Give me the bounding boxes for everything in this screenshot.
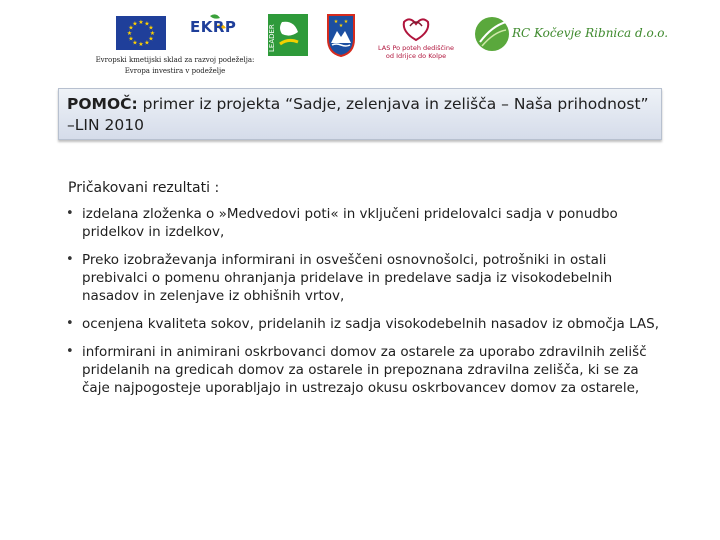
svg-text:★: ★ [138, 41, 144, 48]
svg-text:★: ★ [338, 23, 344, 29]
results-list [62, 205, 662, 407]
bullet-icon: • [66, 344, 74, 359]
bullet-icon: • [66, 252, 74, 267]
list-item-text: Preko izobraževanja informirani in osveščeni osnovnošolci, potrošniki in ostali prebivalci o pomenu ohranjanja pridelave in predelave sadja iz visokodebelnih nasadov in zelenjave iz obhišnih vrtov, [82, 252, 613, 304]
eu-flag-icon [116, 16, 166, 50]
list-item-text: ocenjena kvaliteta sokov, pridelanih iz sadja visokodebelnih nasadov iz območja LAS, [82, 316, 660, 332]
page-title-text: primer iz projekta “Sadje, zelenjava in zelišča – Naša prihodnost” –LIN 2010 [67, 95, 649, 134]
eu-caption-line-2: Evropa investira v podeželje [124, 67, 226, 75]
svg-text:★: ★ [132, 39, 138, 47]
las-logo-icon [372, 12, 460, 62]
svg-text:★: ★ [138, 19, 144, 26]
svg-text:★: ★ [128, 24, 134, 32]
eu-caption-line-1: Evropski kmetijski sklad za razvoj podeželja: [95, 56, 255, 64]
list-item-text: izdelana zloženka o »Medvedovi poti« in vključeni pridelovalci sadja v ponudbo pridelkov in izdelkov, [82, 206, 618, 240]
list-item-text: informirani in animirani oskrbovanci domov za ostarele za uporabo zdravilnih zelišč pridelanih na gredicah domov za ostarele in prepoznana zdravilna zelišča, ki se za čaje najpogosteje uporabljajo in ustrezajo okusu oskrbovancev domov za ostarele, [82, 344, 647, 396]
rc-kocevje-ribnica-logo-icon [474, 14, 669, 58]
rc-logo-text: RC Kočevje Ribnica d.o.o. [512, 26, 669, 40]
bullet-icon: • [66, 206, 74, 221]
svg-text:★: ★ [132, 20, 138, 28]
ekrp-logo-icon [186, 12, 246, 44]
section-heading: Pričakovani rezultati : [68, 180, 220, 196]
ekrp-logo-text: EKRP [190, 18, 237, 36]
eu-caption [80, 55, 270, 77]
svg-text:★: ★ [149, 30, 156, 37]
svg-text:★: ★ [144, 20, 150, 28]
las-logo-caption-line-2: od Idrijce do Kolpe [385, 52, 447, 60]
svg-text:★: ★ [148, 35, 154, 43]
svg-text:★: ★ [333, 19, 339, 25]
svg-text:★: ★ [126, 30, 133, 37]
page-title [58, 88, 662, 140]
list-item [62, 343, 662, 397]
leader-logo-icon [268, 14, 308, 56]
svg-text:★: ★ [144, 39, 150, 47]
svg-text:★: ★ [128, 35, 134, 43]
slovenia-coat-of-arms-icon [326, 13, 356, 57]
list-item [62, 315, 662, 333]
leader-logo-text: LEADER [268, 24, 276, 52]
svg-text:★: ★ [148, 24, 154, 32]
las-logo-caption [372, 44, 460, 60]
svg-text:★: ★ [343, 19, 349, 25]
list-item [62, 251, 662, 305]
las-logo-caption-line-1: LAS Po poteh dediščine [378, 44, 454, 52]
bullet-icon: • [66, 316, 74, 331]
page-title-bold: POMOČ: [67, 95, 138, 113]
list-item [62, 205, 662, 241]
